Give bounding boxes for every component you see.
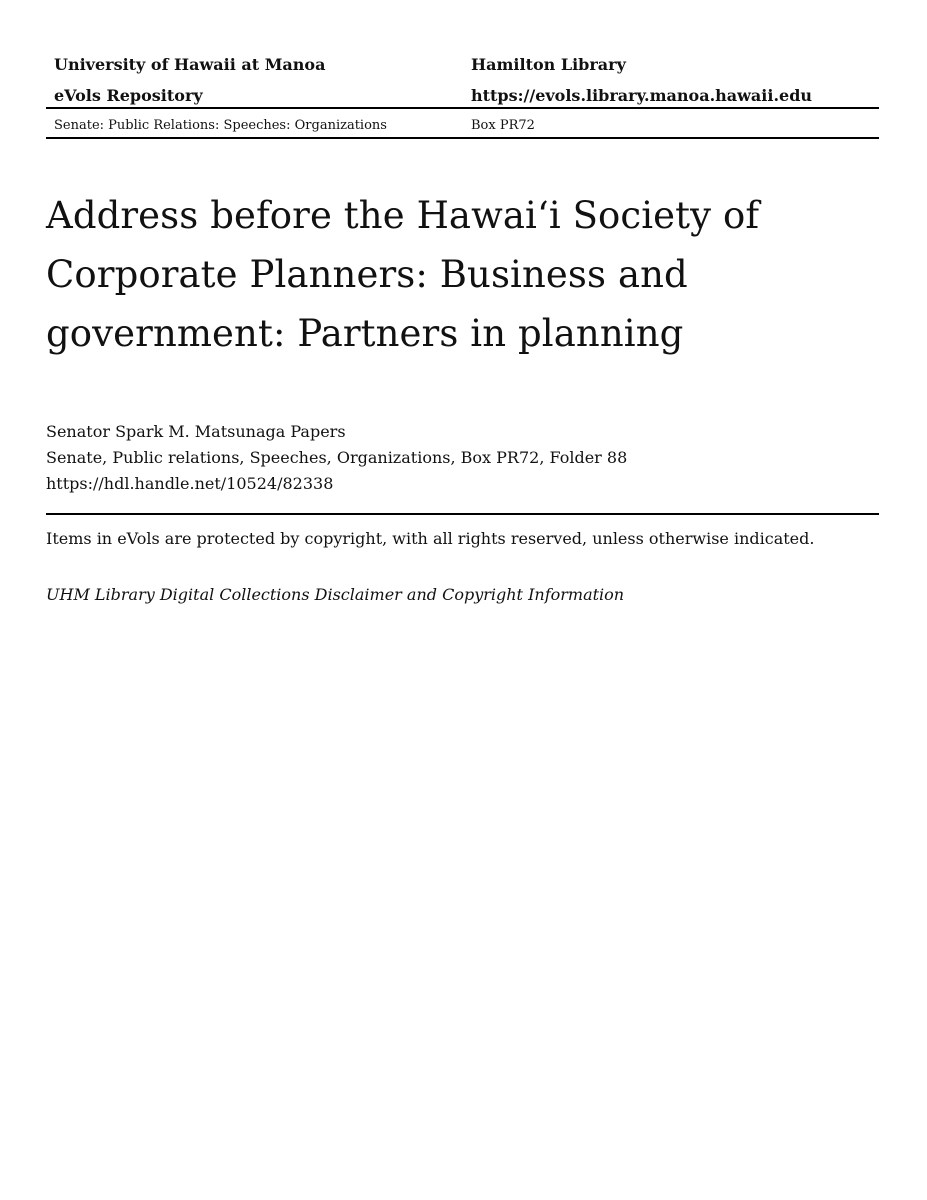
header-row-2 [46,83,879,114]
header-row-1 [46,52,879,83]
document-metadata [46,419,627,497]
rights-statement: Items in eVols are protected by copyright, with all rights reserved, unless otherwise indicated. [46,529,815,548]
header-table [46,52,879,114]
repository-url[interactable]: https://evols.library.manoa.hawaii.edu [471,86,813,105]
handle-link[interactable]: https://hdl.handle.net/10524/82338 [46,474,334,493]
title-line: Address before the Hawaiʻi Society of [46,194,760,237]
footer-divider [46,513,879,515]
subheader-divider [46,137,879,139]
collection-path: Senate: Public Relations: Speeches: Organizations [54,118,387,133]
collection-name: Senator Spark M. Matsunaga Papers [46,422,346,441]
document-title [46,186,879,363]
box-label: Box PR72 [471,118,535,133]
folder-location: Senate, Public relations, Speeches, Organizations, Box PR72, Folder 88 [46,448,628,467]
institution-name: University of Hawaii at Manoa [54,55,326,74]
disclaimer-link[interactable]: UHM Library Digital Collections Disclaimer and Copyright Information [46,585,625,604]
title-line: Corporate Planners: Business and [46,253,688,296]
header-divider [46,107,879,109]
library-name: Hamilton Library [471,55,626,74]
title-line: government: Partners in planning [46,312,684,355]
repository-name: eVols Repository [54,86,203,105]
